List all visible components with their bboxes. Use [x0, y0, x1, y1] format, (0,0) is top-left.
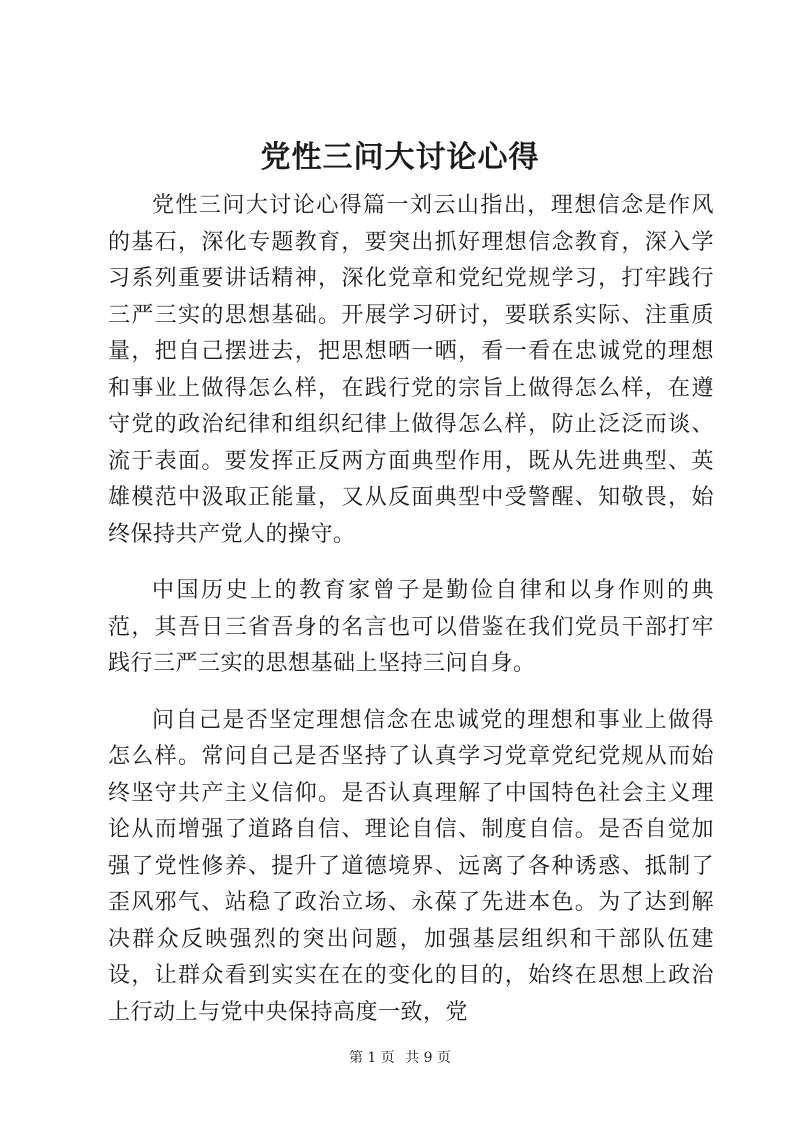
page-number: 第 1 页 [348, 1050, 395, 1066]
page-footer [0, 1048, 800, 1068]
paragraph-3: 问自己是否坚定理想信念在忠诚党的理想和事业上做得怎么样。常问自己是否坚持了认真学习党章党纪党规从而始终坚守共产主义信仰。是否认真理解了中国特色社会主义理论从而增强了道路自信、理论自信、制度自信。是否自觉加强了党性修养、提升了道德境界、远离了各种诱惑、抵制了歪风邪气、站稳了政治立场、永葆了先进本色。为了达到解决群众反映强烈的突出问题，加强基层组织和干部队伍建设，让群众看到实实在在的变化的目的，始终在思想上政治上行动上与党中央保持高度一致，党 [108, 707, 714, 1025]
paragraph-1: 党性三问大讨论心得篇一刘云山指出，理想信念是作风的基石，深化专题教育，要突出抓好理想信念教育，深入学习系列重要讲话精神，深化党章和党纪党规学习，打牢践行三严三实的思想基础。开展学习研讨，要联系实际、注重质量，把自己摆进去，把思想晒一晒，看一看在忠诚党的理想和事业上做得怎么样，在践行党的宗旨上做得怎么样，在遵守党的政治纪律和组织纪律上做得怎么样，防止泛泛而谈、流于表面。要发挥正反两方面典型作用，既从先进典型、英雄模范中汲取正能量，又从反面典型中受警醒、知敬畏，始终保持共产党人的操守。 [108, 193, 714, 547]
document-title: 党性三问大讨论心得 [260, 140, 540, 175]
paragraph-2: 中国历史上的教育家曾子是勤俭自律和以身作则的典范，其吾日三省吾身的名言也可以借鉴在我们党员干部打牢践行三严三实的思想基础上坚持三问自身。 [108, 578, 714, 676]
document-body [108, 188, 714, 1051]
page-total: 共 9 页 [405, 1050, 452, 1066]
